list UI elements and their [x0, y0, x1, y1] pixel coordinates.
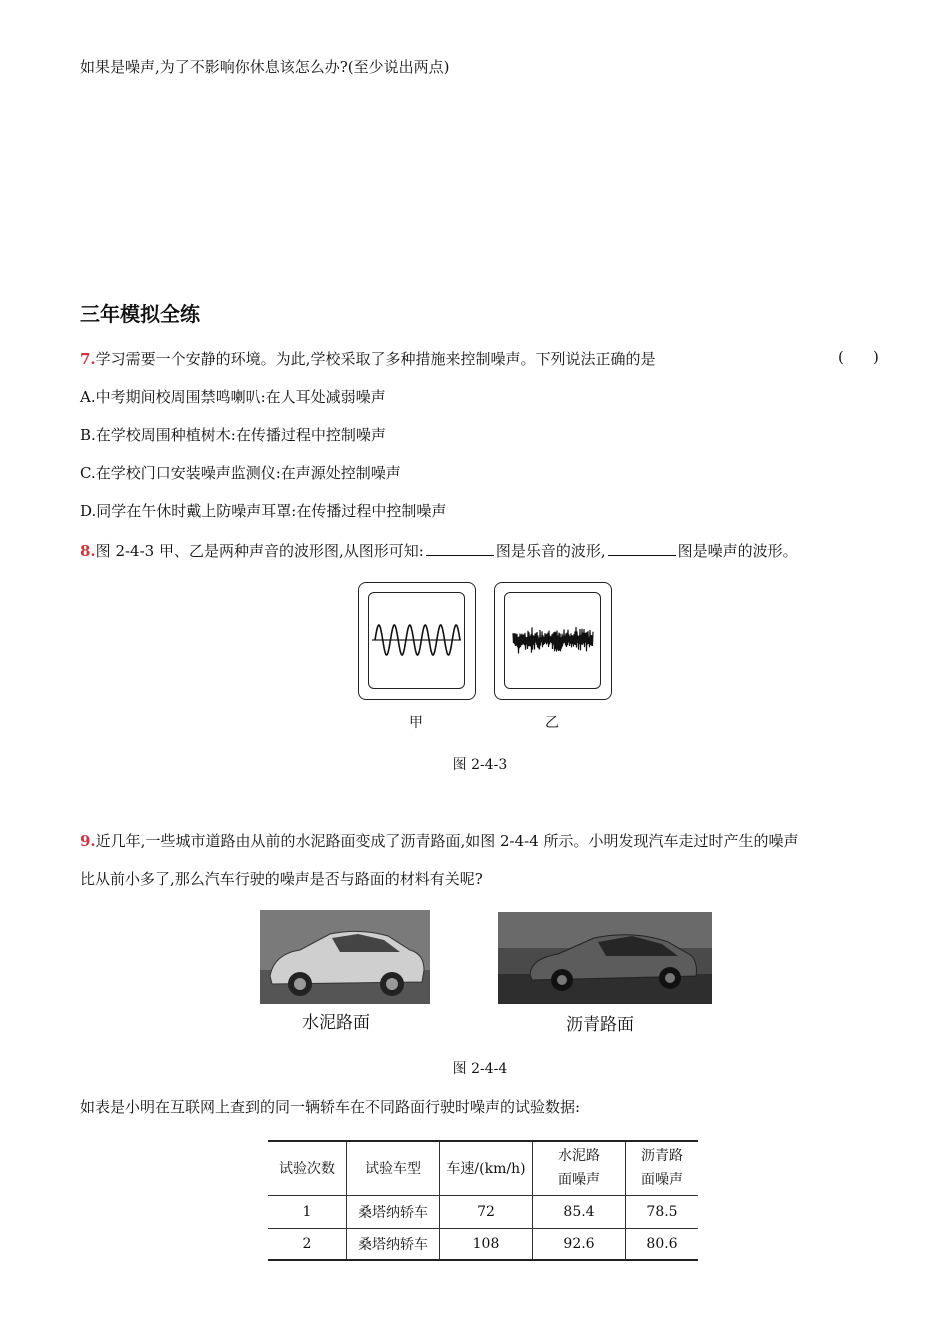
asphalt-road-label: 沥青路面 — [566, 1015, 634, 1035]
cement-road-label: 水泥路面 — [302, 1013, 370, 1033]
table-row — [268, 1195, 698, 1228]
table-row — [268, 1228, 698, 1260]
question-number: 8. — [80, 542, 96, 560]
table-cell: 85.4 — [533, 1195, 626, 1228]
table-header-cell: 试验次数 — [268, 1141, 347, 1195]
option-c: C.在学校门口安装噪声监测仪:在声源处控制噪声 — [80, 464, 401, 482]
waveform-panel-yi — [494, 582, 612, 700]
figure-caption: 图 2-4-4 — [452, 1061, 508, 1077]
car-image-icon — [498, 912, 712, 1004]
question-text: 如果是噪声,为了不影响你休息该怎么办?(至少说出两点) — [80, 58, 450, 76]
cement-road-photo — [260, 910, 430, 1004]
question-9 — [80, 830, 799, 851]
table-cell: 1 — [268, 1195, 347, 1228]
sine-wave-icon — [369, 593, 464, 688]
question-9-continued: 比从前小多了,那么汽车行驶的噪声是否与路面的材料有关呢? — [80, 870, 483, 888]
question-stem: 学习需要一个安静的环境。为此,学校采取了多种措施来控制噪声。下列说法正确的是 — [95, 350, 656, 368]
label-jia: 甲 — [409, 715, 423, 731]
car-image-icon — [260, 910, 430, 1004]
question-stem-part: 图是噪声的波形。 — [677, 542, 798, 560]
answer-bracket-left: ( — [838, 348, 844, 366]
table-header-cell: 沥青路 面噪声 — [626, 1141, 699, 1195]
table-intro: 如表是小明在互联网上查到的同一辆轿车在不同路面行驶时噪声的试验数据: — [80, 1098, 581, 1116]
question-number: 9. — [80, 832, 96, 850]
table-header-row — [268, 1141, 698, 1195]
waveform-screen — [368, 592, 465, 689]
option-d: D.同学在午休时戴上防噪声耳罩:在传播过程中控制噪声 — [80, 502, 447, 520]
option-b: B.在学校周围种植树木:在传播过程中控制噪声 — [80, 426, 386, 444]
question-stem-part: 图 2-4-3 甲、乙是两种声音的波形图,从图形可知: — [95, 542, 424, 560]
table-cell: 78.5 — [626, 1195, 699, 1228]
table-cell: 108 — [440, 1228, 533, 1260]
table-cell: 2 — [268, 1228, 347, 1260]
table-cell: 92.6 — [533, 1228, 626, 1260]
table-cell: 桑塔纳轿车 — [347, 1195, 440, 1228]
question-stem-part: 图是乐音的波形, — [495, 542, 606, 560]
waveform-screen — [504, 592, 601, 689]
noise-data-table — [268, 1140, 698, 1261]
question-stem: 近几年,一些城市道路由从前的水泥路面变成了沥青路面,如图 2-4-4 所示。小明发现汽车走过时产生的噪声 — [95, 832, 799, 850]
question-7 — [80, 348, 655, 369]
table-cell: 80.6 — [626, 1228, 699, 1260]
answer-blank[interactable] — [426, 541, 494, 556]
table-header-cell: 水泥路 面噪声 — [533, 1141, 626, 1195]
answer-bracket-right: ) — [873, 348, 879, 366]
noise-wave-icon — [505, 593, 600, 688]
table-header-cell: 试验车型 — [347, 1141, 440, 1195]
label-yi: 乙 — [545, 715, 559, 731]
waveform-panel-jia — [358, 582, 476, 700]
section-title: 三年模拟全练 — [80, 302, 200, 326]
question-number: 7. — [80, 350, 96, 368]
table-cell: 72 — [440, 1195, 533, 1228]
table-header-cell: 车速/(km/h) — [440, 1141, 533, 1195]
option-a: A.中考期间校周围禁鸣喇叭:在人耳处减弱噪声 — [80, 388, 386, 406]
figure-caption: 图 2-4-3 — [452, 757, 508, 773]
asphalt-road-photo — [498, 912, 712, 1004]
question-8 — [80, 540, 798, 561]
answer-blank[interactable] — [608, 541, 676, 556]
table-cell: 桑塔纳轿车 — [347, 1228, 440, 1260]
